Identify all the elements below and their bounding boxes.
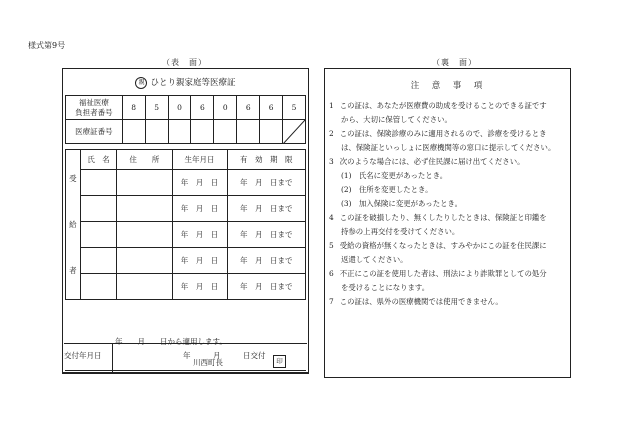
note-item xyxy=(329,239,568,253)
cert-number-cell xyxy=(168,120,191,144)
issue-date-separator xyxy=(112,343,113,373)
issue-date-top-border xyxy=(62,373,309,374)
note-item xyxy=(329,267,568,281)
payer-digit: 6 xyxy=(237,96,260,120)
note-item xyxy=(329,127,568,141)
note-number: 5 xyxy=(329,241,334,250)
column-name-header: 氏 名 xyxy=(80,150,116,170)
validity-cell: 年 月 日まで xyxy=(227,196,305,222)
certificate-title xyxy=(63,76,308,89)
validity-cell: 年 月 日まで xyxy=(227,170,305,196)
note-continuation: 持参の上再交付を受けてください。 xyxy=(341,227,460,236)
note-number: 1 xyxy=(329,101,334,110)
issuer-seal: 印 xyxy=(273,355,286,368)
notes-title: 注 意 事 項 xyxy=(410,81,485,91)
note-text: 次のような場合には、必ず住民課に届け出てください。 xyxy=(339,157,525,166)
note-number: 6 xyxy=(329,269,334,278)
note-text: この証は、あなたが医療費の助成を受けることのできる証です xyxy=(339,101,547,110)
note-sub-item: (1) 氏名に変更があったとき。 xyxy=(341,171,448,180)
payer-digit: 0 xyxy=(214,96,237,120)
validity-cell: 年 月 日まで xyxy=(227,274,305,300)
note-item xyxy=(329,99,568,113)
recipient-row xyxy=(66,222,306,248)
certificate-title-text: ひとり親家庭等医療証 xyxy=(150,78,236,88)
note-number: 7 xyxy=(329,297,334,306)
front-caption: （表 面） xyxy=(162,58,207,67)
form-number: 様式第9号 xyxy=(28,41,66,50)
applies-from-text: 年 月 日から適用します。 xyxy=(115,337,227,346)
payer-digit: 8 xyxy=(122,96,145,120)
birth-date-cell: 年 月 日 xyxy=(172,170,227,196)
note-item xyxy=(329,211,568,225)
cert-number-diagonal-cell xyxy=(283,120,306,144)
payer-digit: 5 xyxy=(145,96,168,120)
issuer-name: 川西町長 xyxy=(193,358,223,367)
note-continuation: を受けることになります。 xyxy=(341,283,430,292)
issue-date-value: 年 月 日交付 xyxy=(183,351,266,360)
note-sub-item: (2) 住所を変更したとき。 xyxy=(341,185,433,194)
payer-digit: 6 xyxy=(191,96,214,120)
note-item xyxy=(329,155,568,169)
note-number: 4 xyxy=(329,213,334,222)
recipient-row xyxy=(66,170,306,196)
payer-digit: 5 xyxy=(283,96,306,120)
recipient-row xyxy=(66,248,306,274)
payer-number-label: 福祉医療 負担者番号 xyxy=(66,96,123,120)
note-text: この証を破損したり、無くしたりしたときは、保険証と印鑑を xyxy=(339,213,547,222)
payer-digit: 0 xyxy=(168,96,191,120)
cert-number-cell xyxy=(237,120,260,144)
note-continuation: から、大切に保管してください。 xyxy=(341,115,452,124)
issue-date-row-border xyxy=(64,343,307,344)
cert-number-cell xyxy=(260,120,283,144)
payer-number-table xyxy=(65,95,306,144)
note-continuation: 返還してください。 xyxy=(341,255,408,264)
issue-date-label: 交付年月日 xyxy=(64,351,102,360)
validity-cell: 年 月 日まで xyxy=(227,222,305,248)
note-text: この証は、県外の医療機関では使用できません。 xyxy=(339,297,503,306)
notes-list xyxy=(329,99,568,309)
divider xyxy=(65,370,306,371)
payer-digit: 6 xyxy=(260,96,283,120)
medical-certificate-front xyxy=(62,68,309,373)
note-number: 3 xyxy=(329,157,334,166)
cert-number-cell xyxy=(122,120,145,144)
diagonal-slash-icon xyxy=(283,120,305,144)
note-continuation: は、保険証といっしょに医療機関等の窓口に提示してください。 xyxy=(341,143,556,152)
seal-mark: 親 xyxy=(135,77,147,89)
cert-number-cell xyxy=(214,120,237,144)
validity-cell: 年 月 日まで xyxy=(227,248,305,274)
recipient-row xyxy=(66,274,306,300)
column-address-header: 住 所 xyxy=(117,150,172,170)
cert-number-cell xyxy=(145,120,168,144)
cert-number-cell xyxy=(191,120,214,144)
note-text: この証は、保険診療のみに適用されるので、診療を受けるとき xyxy=(339,129,547,138)
note-text: 受給の資格が無くなったときは、すみやかにこの証を住民課に xyxy=(339,241,547,250)
back-caption: （裏 面） xyxy=(432,58,477,67)
note-text: 不正にこの証を使用した者は、刑法により詐欺罪としての処分 xyxy=(339,269,547,278)
note-sub-item: (3) 加入保険に変更があったとき。 xyxy=(341,199,462,208)
birth-date-cell: 年 月 日 xyxy=(172,274,227,300)
recipient-row xyxy=(66,196,306,222)
medical-certificate-back xyxy=(324,68,571,378)
birth-date-cell: 年 月 日 xyxy=(172,222,227,248)
note-item xyxy=(329,295,568,309)
birth-date-cell: 年 月 日 xyxy=(172,196,227,222)
birth-date-cell: 年 月 日 xyxy=(172,248,227,274)
recipient-label: 受 給 者 xyxy=(66,150,81,300)
recipients-table xyxy=(65,149,306,300)
cert-number-label: 医療証番号 xyxy=(66,120,123,144)
column-birthdate-header: 生年月日 xyxy=(172,150,227,170)
note-number: 2 xyxy=(329,129,334,138)
column-validity-header: 有 効 期 限 xyxy=(227,150,305,170)
